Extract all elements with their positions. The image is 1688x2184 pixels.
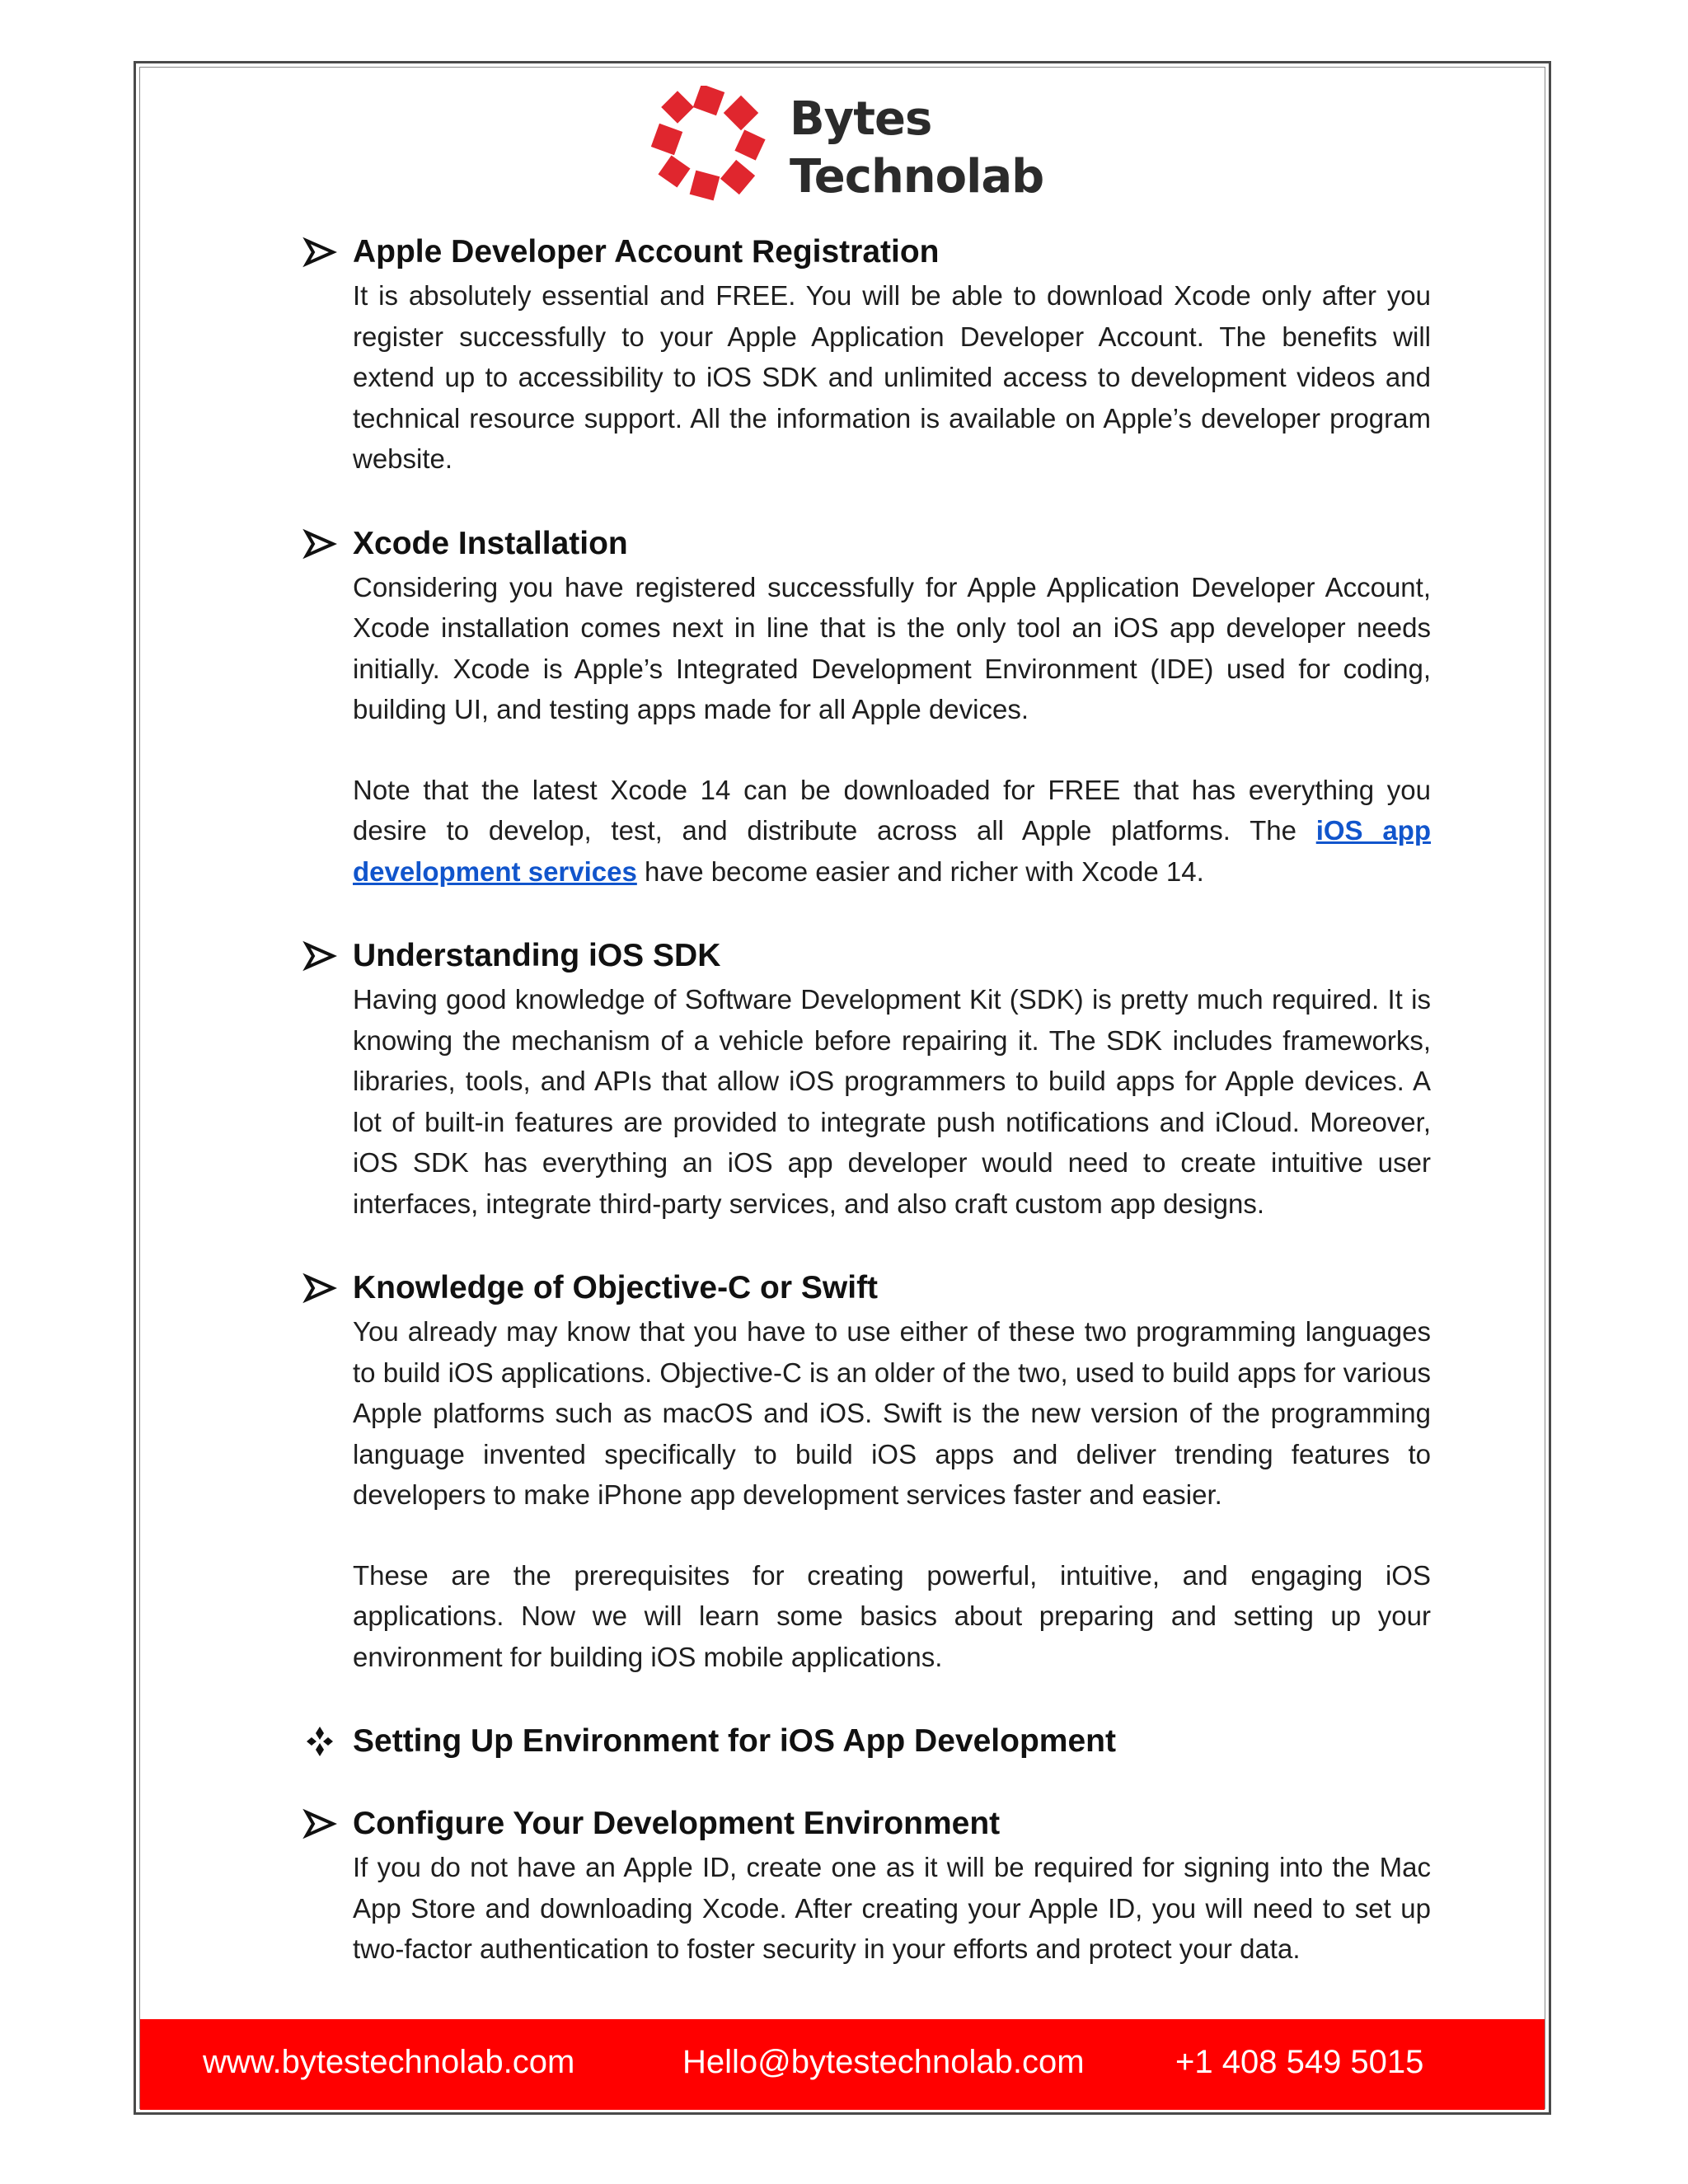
section-paragraph: You already may know that you have to use either of these two programming languages to build iOS applications. Objective-C is an older of the two, used to build apps for various Apple platforms such as macOS and iOS. Swift is the new version of the programming language invented specifically to build iOS apps and deliver trending features to developers to make iPhone app development services faster and easier. <box>353 1316 1431 1510</box>
section-setting-up-environment <box>303 1718 1431 1765</box>
footer-email-link[interactable]: Hello@bytestechnolab.com <box>682 2044 1085 2080</box>
section-heading: Knowledge of Objective-C or Swift <box>353 1265 1431 1311</box>
arrow-bullet-icon <box>302 1801 338 1847</box>
section-heading: Configure Your Development Environment <box>353 1801 1431 1847</box>
arrow-bullet-icon <box>302 521 338 567</box>
section-paragraph: It is absolutely essential and FREE. You will be able to download Xcode only after you register successfully to your Apple Application Developer Account. The benefits will extend up to accessibility to iOS SDK and unlimited access to development videos and technical resource support. All the information is available on Apple’s developer program website. <box>353 280 1431 474</box>
section-understanding-ios-sdk <box>303 933 1431 1224</box>
logo-wordmark <box>790 91 1043 206</box>
section-apple-developer-account <box>303 229 1431 480</box>
company-logo <box>651 86 1044 209</box>
footer-phone[interactable]: +1 408 549 5015 <box>1175 2044 1424 2080</box>
section-heading: Understanding iOS SDK <box>353 933 1431 979</box>
section-heading: Apple Developer Account Registration <box>353 229 1431 275</box>
section-heading: Xcode Installation <box>353 521 1431 567</box>
section-configure-environment <box>303 1801 1431 1970</box>
bytes-technolab-logo-mark-icon <box>651 86 767 201</box>
diamond-bullet-icon <box>302 1718 338 1765</box>
arrow-bullet-icon <box>302 933 338 979</box>
section-heading: Setting Up Environment for iOS App Development <box>353 1718 1431 1765</box>
arrow-bullet-icon <box>302 229 338 275</box>
section-paragraph: Considering you have registered successfully for Apple Application Developer Account, Xcode installation comes next in line that is the only tool an iOS app developer needs initially. Xcode is Apple’s Integrated Development Environment (IDE) used for coding, building UI, and testing apps made for all Apple devices. <box>353 571 1431 724</box>
section-paragraph: Having good knowledge of Software Development Kit (SDK) is pretty much required. It is knowing the mechanism of a vehicle before repairing it. The SDK includes frameworks, libraries, tools, and APIs that allow iOS programmers to build apps for Apple devices. A lot of built-in features are provided to integrate push notifications and iCloud. Moreover, iOS SDK has everything an iOS app developer would need to create intuitive user interfaces, integrate third-party services, and also craft custom app designs. <box>353 984 1431 1219</box>
arrow-bullet-icon <box>302 1265 338 1311</box>
footer-website-link[interactable]: www.bytestechnolab.com <box>203 2044 575 2080</box>
contact-footer <box>140 2019 1545 2110</box>
section-paragraph: If you do not have an Apple ID, create one as it will be required for signing into the Mac App Store and downloading Xcode. After creating your Apple ID, you will need to set up two-factor authentication to foster security in your efforts and protect your data. <box>353 1852 1431 1964</box>
document-body <box>303 229 1431 2011</box>
section-paragraph: These are the prerequisites for creating powerful, intuitive, and engaging iOS applications. Now we will learn some basics about preparing and setting up your environment for building iOS mobile applications. <box>353 1559 1431 1672</box>
logo-line-1: Bytes <box>790 92 932 146</box>
ios-app-development-services-link[interactable]: iOS app development services <box>353 815 1431 887</box>
logo-line-2: Technolab <box>790 150 1044 204</box>
section-xcode-installation <box>303 521 1431 893</box>
section-objective-c-or-swift <box>303 1265 1431 1677</box>
section-note-paragraph: Note that the latest Xcode 14 can be downloaded for FREE that has everything you desire to develop, test, and distribute across all Apple platforms. The iOS app development services have become easier and richer with Xcode 14. <box>353 774 1431 887</box>
